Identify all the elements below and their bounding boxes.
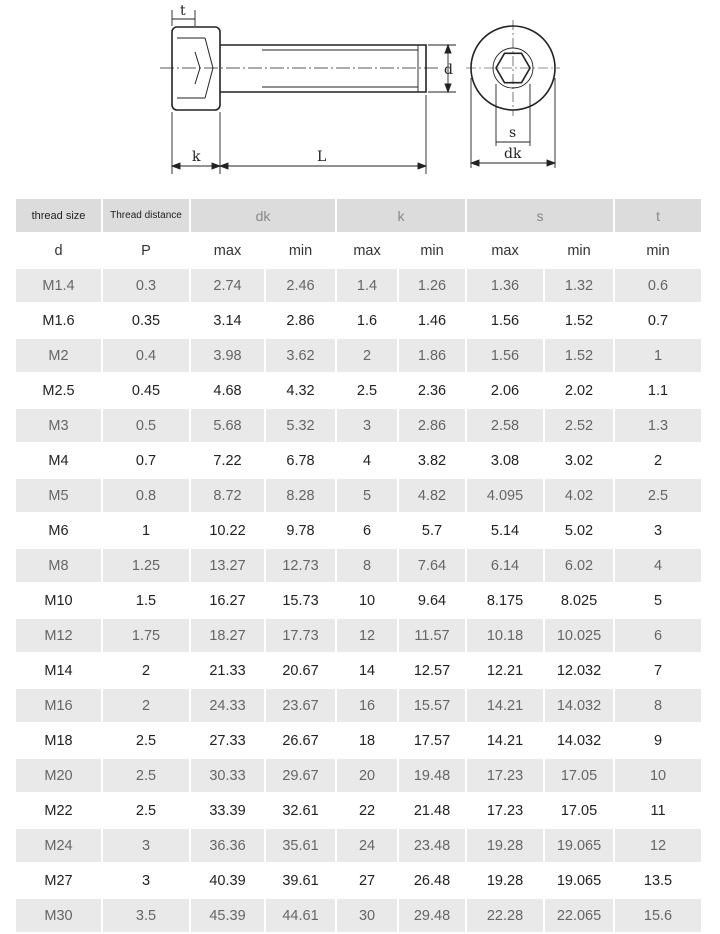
table-cell: 29.48 [398, 898, 466, 933]
table-cell: 2.74 [190, 268, 265, 303]
table-cell: 4.02 [544, 478, 614, 513]
table-cell: 1.25 [102, 548, 190, 583]
table-cell: 4.68 [190, 373, 265, 408]
table-cell: 3.5 [102, 898, 190, 933]
table-cell: 2.06 [466, 373, 544, 408]
table-cell: 3 [102, 828, 190, 863]
table-cell: 2.86 [398, 408, 466, 443]
table-cell: 22.065 [544, 898, 614, 933]
table-cell: 0.35 [102, 303, 190, 338]
table-cell: 1.6 [336, 303, 398, 338]
sub-header-cell: min [614, 233, 702, 268]
table-row [16, 548, 702, 583]
table-cell: 20.67 [265, 653, 336, 688]
table-cell: 40.39 [190, 863, 265, 898]
table-cell: 10.025 [544, 618, 614, 653]
table-cell: 2.5 [102, 723, 190, 758]
table-cell: 1 [614, 338, 702, 373]
table-cell: 10.18 [466, 618, 544, 653]
sub-header-cell: max [190, 233, 265, 268]
table-cell: 1.4 [336, 268, 398, 303]
dim-label-L: L [317, 149, 327, 165]
table-cell: 19.28 [466, 828, 544, 863]
table-cell: 19.065 [544, 863, 614, 898]
table-cell: M1.4 [16, 268, 102, 303]
table-cell: 6 [336, 513, 398, 548]
table-cell: M18 [16, 723, 102, 758]
table-cell: 23.67 [265, 688, 336, 723]
table-cell: 24.33 [190, 688, 265, 723]
table-cell: 15.6 [614, 898, 702, 933]
table-cell: 30 [336, 898, 398, 933]
table-cell: 1.5 [102, 583, 190, 618]
table-cell: 16.27 [190, 583, 265, 618]
table-cell: 2 [102, 653, 190, 688]
table-cell: 8.025 [544, 583, 614, 618]
sub-header-cell: min [398, 233, 466, 268]
table-cell: 4 [336, 443, 398, 478]
table-cell: 18 [336, 723, 398, 758]
table-cell: 29.67 [265, 758, 336, 793]
table-row [16, 513, 702, 548]
table-cell: 5 [614, 583, 702, 618]
table-cell: 8.28 [265, 478, 336, 513]
top-view-center-lines [466, 20, 560, 116]
table-cell: 1.36 [466, 268, 544, 303]
table-cell: 4.82 [398, 478, 466, 513]
dim-label-k: k [192, 149, 201, 165]
table-cell: 5.32 [265, 408, 336, 443]
table-cell: 17.57 [398, 723, 466, 758]
table-cell: 7.22 [190, 443, 265, 478]
table-cell: 6.02 [544, 548, 614, 583]
table-cell: 13.27 [190, 548, 265, 583]
table-cell: 11.57 [398, 618, 466, 653]
table-row [16, 618, 702, 653]
table-row [16, 793, 702, 828]
table-cell: M16 [16, 688, 102, 723]
table-cell: M30 [16, 898, 102, 933]
table-cell: 12 [614, 828, 702, 863]
dim-label-d: d [444, 62, 453, 78]
table-cell: 2.5 [336, 373, 398, 408]
table-cell: 44.61 [265, 898, 336, 933]
table-cell: M6 [16, 513, 102, 548]
table-cell: 2.5 [102, 758, 190, 793]
table-cell: 3 [102, 863, 190, 898]
table-cell: 5.68 [190, 408, 265, 443]
table-cell: M27 [16, 863, 102, 898]
table-cell: 1.75 [102, 618, 190, 653]
table-cell: 9.78 [265, 513, 336, 548]
table-cell: 1.56 [466, 338, 544, 373]
table-cell: 6 [614, 618, 702, 653]
header-thread-distance: Thread distance [102, 199, 190, 233]
table-row [16, 758, 702, 793]
table-cell: 3 [614, 513, 702, 548]
table-cell: 10.22 [190, 513, 265, 548]
table-cell: 3 [336, 408, 398, 443]
dim-label-t: t [180, 3, 186, 19]
table-row [16, 373, 702, 408]
table-cell: M20 [16, 758, 102, 793]
table-cell: M14 [16, 653, 102, 688]
table-cell: 1.1 [614, 373, 702, 408]
table-cell: 14.032 [544, 688, 614, 723]
table-row [16, 478, 702, 513]
table-cell: 10 [614, 758, 702, 793]
table-cell: 33.39 [190, 793, 265, 828]
table-cell: 1.3 [614, 408, 702, 443]
table-cell: 26.48 [398, 863, 466, 898]
table-cell: 0.45 [102, 373, 190, 408]
table-cell: M4 [16, 443, 102, 478]
table-cell: 1.86 [398, 338, 466, 373]
table-cell: 5.7 [398, 513, 466, 548]
table-cell: 12.57 [398, 653, 466, 688]
table-cell: 32.61 [265, 793, 336, 828]
table-cell: M10 [16, 583, 102, 618]
table-cell: 36.36 [190, 828, 265, 863]
table-cell: 2 [614, 443, 702, 478]
header-k: k [336, 199, 466, 233]
sub-header-cell: P [102, 233, 190, 268]
table-cell: 1.56 [466, 303, 544, 338]
table-cell: 24 [336, 828, 398, 863]
table-cell: M3 [16, 408, 102, 443]
table-cell: 4.32 [265, 373, 336, 408]
table-row [16, 408, 702, 443]
table-cell: 4.095 [466, 478, 544, 513]
table-cell: 2.02 [544, 373, 614, 408]
table-cell: 5.02 [544, 513, 614, 548]
table-row [16, 443, 702, 478]
table-cell: 20 [336, 758, 398, 793]
table-cell: M1.6 [16, 303, 102, 338]
table-cell: 2.36 [398, 373, 466, 408]
table-cell: 0.7 [102, 443, 190, 478]
table-cell: 17.73 [265, 618, 336, 653]
table-cell: M12 [16, 618, 102, 653]
table-cell: 12 [336, 618, 398, 653]
table-cell: 26.67 [265, 723, 336, 758]
table-cell: 0.4 [102, 338, 190, 373]
table-cell: 11 [614, 793, 702, 828]
table-cell: 18.27 [190, 618, 265, 653]
table-cell: 9 [614, 723, 702, 758]
table-cell: 12.21 [466, 653, 544, 688]
table-cell: 3.62 [265, 338, 336, 373]
table-cell: M2.5 [16, 373, 102, 408]
table-cell: M24 [16, 828, 102, 863]
table-cell: 3.98 [190, 338, 265, 373]
table-row [16, 898, 702, 933]
table-cell: 13.5 [614, 863, 702, 898]
table-cell: 3.08 [466, 443, 544, 478]
table-cell: 17.05 [544, 758, 614, 793]
table-cell: 9.64 [398, 583, 466, 618]
table-cell: 1 [102, 513, 190, 548]
table-cell: 0.6 [614, 268, 702, 303]
table-cell: 14.032 [544, 723, 614, 758]
table-cell: 1.32 [544, 268, 614, 303]
header-thread-size: thread size [16, 199, 102, 233]
bolt-top-view [466, 20, 560, 116]
table-cell: M2 [16, 338, 102, 373]
table-cell: 8.175 [466, 583, 544, 618]
table-cell: 0.8 [102, 478, 190, 513]
table-cell: M22 [16, 793, 102, 828]
table-cell: 1.52 [544, 303, 614, 338]
bolt-side-view [160, 27, 440, 110]
dim-label-s: s [509, 125, 517, 141]
table-cell: 39.61 [265, 863, 336, 898]
table-cell: 6.14 [466, 548, 544, 583]
table-cell: 1.46 [398, 303, 466, 338]
table-row [16, 338, 702, 373]
table-cell: 10 [336, 583, 398, 618]
table-row [16, 863, 702, 898]
table-cell: 45.39 [190, 898, 265, 933]
table-cell: 8 [336, 548, 398, 583]
table-cell: 12.73 [265, 548, 336, 583]
table-cell: 14.21 [466, 723, 544, 758]
thread-lines [262, 45, 418, 92]
table-row [16, 653, 702, 688]
table-cell: 21.48 [398, 793, 466, 828]
bolt-dimension-table [16, 199, 703, 934]
table-cell: 8.72 [190, 478, 265, 513]
bolt-shank [220, 45, 426, 92]
table-cell: 2 [102, 688, 190, 723]
table-cell: 30.33 [190, 758, 265, 793]
table-cell: 2.5 [102, 793, 190, 828]
table-cell: 6.78 [265, 443, 336, 478]
dim-label-dk: dk [504, 146, 522, 162]
table-cell: 0.5 [102, 408, 190, 443]
table-cell: 17.23 [466, 793, 544, 828]
table-cell: 15.57 [398, 688, 466, 723]
table-cell: 16 [336, 688, 398, 723]
table-cell: M5 [16, 478, 102, 513]
table-cell: 0.3 [102, 268, 190, 303]
table-cell: 22.28 [466, 898, 544, 933]
table-cell: 1.26 [398, 268, 466, 303]
table-cell: 2.52 [544, 408, 614, 443]
table-body [16, 268, 702, 933]
table-cell: 35.61 [265, 828, 336, 863]
table-cell: 3.02 [544, 443, 614, 478]
table-cell: 2 [336, 338, 398, 373]
header-dk: dk [190, 199, 336, 233]
table-cell: 19.065 [544, 828, 614, 863]
group-header-row [16, 199, 702, 233]
table-cell: 8 [614, 688, 702, 723]
bolt-technical-drawing [0, 0, 720, 190]
sub-header-cell: d [16, 233, 102, 268]
table-cell: 23.48 [398, 828, 466, 863]
sub-header-cell: max [336, 233, 398, 268]
table-cell: 12.032 [544, 653, 614, 688]
table-cell: M8 [16, 548, 102, 583]
table-cell: 15.73 [265, 583, 336, 618]
table-cell: 21.33 [190, 653, 265, 688]
table-cell: 22 [336, 793, 398, 828]
sub-header-cell: max [466, 233, 544, 268]
table-cell: 4 [614, 548, 702, 583]
table-row [16, 828, 702, 863]
table-cell: 0.7 [614, 303, 702, 338]
table-cell: 2.58 [466, 408, 544, 443]
table-row [16, 723, 702, 758]
table-cell: 5 [336, 478, 398, 513]
table-row [16, 303, 702, 338]
table-row [16, 268, 702, 303]
table-cell: 19.28 [466, 863, 544, 898]
table-cell: 3.82 [398, 443, 466, 478]
table-cell: 14 [336, 653, 398, 688]
table-cell: 1.52 [544, 338, 614, 373]
table-row [16, 583, 702, 618]
table-cell: 27 [336, 863, 398, 898]
sub-header-cell: min [544, 233, 614, 268]
header-t: t [614, 199, 702, 233]
table-cell: 19.48 [398, 758, 466, 793]
table-cell: 7.64 [398, 548, 466, 583]
sub-header-row [16, 233, 702, 268]
sub-header-cell: min [265, 233, 336, 268]
table-cell: 17.23 [466, 758, 544, 793]
table-cell: 2.46 [265, 268, 336, 303]
table-row [16, 688, 702, 723]
table-cell: 27.33 [190, 723, 265, 758]
table-cell: 3.14 [190, 303, 265, 338]
table-cell: 2.5 [614, 478, 702, 513]
table-cell: 17.05 [544, 793, 614, 828]
table-cell: 5.14 [466, 513, 544, 548]
header-s: s [466, 199, 614, 233]
table-cell: 2.86 [265, 303, 336, 338]
table-cell: 7 [614, 653, 702, 688]
table-cell: 14.21 [466, 688, 544, 723]
